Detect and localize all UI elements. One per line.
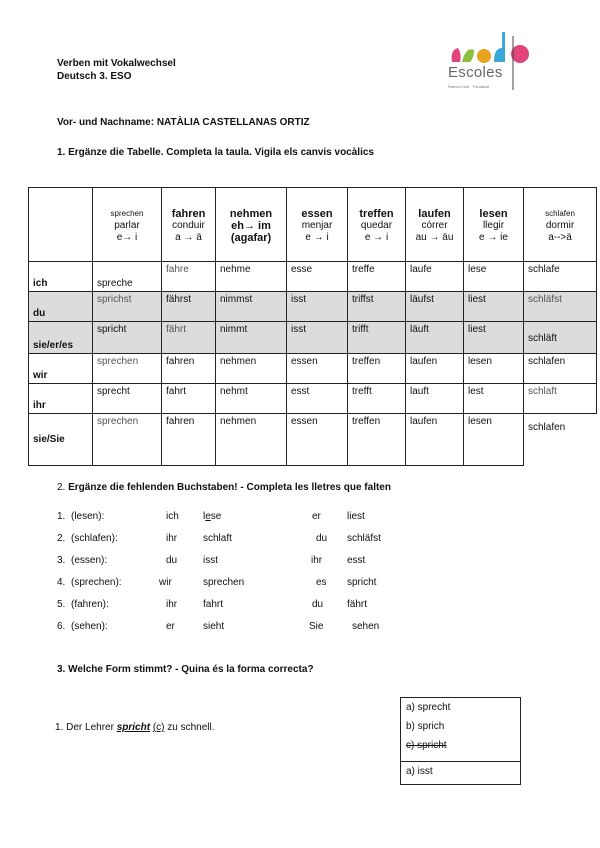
answer-filled-letter: e — [205, 511, 211, 522]
exercise-pronoun-2: er — [312, 511, 321, 522]
exercise-answer-1[interactable]: fahrt — [203, 599, 224, 610]
table-row-sie-er-es — [29, 322, 597, 354]
table-row-wir — [29, 354, 597, 384]
table-cell[interactable]: triffst — [348, 292, 406, 322]
header-change: e → i — [305, 231, 329, 243]
exercise-number: 1. — [57, 511, 66, 522]
header-translation: llegir — [482, 219, 505, 231]
table-cell[interactable]: sprichst — [93, 292, 162, 322]
header-sprechen — [93, 188, 162, 262]
table-cell[interactable]: lest — [464, 384, 524, 414]
header-change: e → ie — [479, 231, 508, 243]
table-cell[interactable]: fährst — [162, 292, 216, 322]
table-header-row — [29, 188, 597, 262]
person-label: ich — [29, 262, 93, 292]
table-cell[interactable]: schlafen — [524, 414, 597, 466]
header-fahren — [162, 188, 216, 262]
table-cell[interactable]: nehme — [216, 262, 287, 292]
header-lesen — [464, 188, 524, 262]
exercise-number: 4. — [57, 577, 66, 588]
table-cell[interactable]: fahren — [162, 414, 216, 466]
header-translation: dormir — [545, 219, 575, 231]
table-cell[interactable]: nehmen — [216, 354, 287, 384]
table-row-sie-formal — [29, 414, 597, 466]
header-empty-cell — [29, 188, 93, 262]
document-title: Verben mit Vokalwechsel — [57, 58, 176, 69]
table-cell[interactable]: nehmt — [216, 384, 287, 414]
header-change: au → äu — [415, 231, 454, 243]
table-cell[interactable]: schlaft — [524, 384, 597, 414]
section3-next-options-box — [400, 761, 521, 785]
exercise-pronoun-1: du — [166, 555, 178, 566]
answer-part: se — [210, 511, 222, 522]
table-cell[interactable]: schläfst — [524, 292, 597, 322]
exercise-answer-1[interactable]: isst — [203, 555, 218, 566]
exercise-verb: (lesen): — [71, 511, 105, 522]
exercise-pronoun-2: du — [312, 599, 324, 610]
person-label: sie/Sie — [29, 414, 93, 466]
exercise-answer-2[interactable]: esst — [347, 555, 366, 566]
table-cell[interactable]: nehmen — [216, 414, 287, 466]
exercise-pronoun-1: er — [166, 621, 175, 632]
verb-conjugation-table — [28, 187, 597, 466]
header-inf: essen — [301, 207, 333, 220]
student-name-line: Vor- und Nachname: NATÀLIA CASTELLANAS ORTIZ — [57, 117, 310, 128]
table-cell[interactable]: treffen — [348, 414, 406, 466]
header-change: a → ä — [175, 231, 202, 243]
section3-sentence-1 — [55, 722, 215, 733]
table-cell[interactable]: fahre — [162, 262, 216, 292]
table-cell[interactable]: lesen — [464, 414, 524, 466]
answer-part: l — [203, 511, 206, 522]
exercise-number: 2. — [57, 533, 66, 544]
table-cell[interactable]: nimmt — [216, 322, 287, 354]
person-label: sie/er/es — [29, 322, 93, 354]
table-row-ich — [29, 262, 597, 292]
exercise-answer-2[interactable]: spricht — [347, 577, 377, 588]
table-cell[interactable]: essen — [287, 354, 348, 384]
table-cell[interactable]: lauft — [406, 384, 464, 414]
header-inf: sprechen — [110, 208, 144, 218]
section2-number: 2. — [57, 482, 66, 493]
table-cell[interactable]: fährt — [162, 322, 216, 354]
table-cell[interactable]: lesen — [464, 354, 524, 384]
table-cell[interactable]: spreche — [93, 262, 162, 292]
table-cell[interactable]: liest — [464, 322, 524, 354]
section1-instruction: 1. Ergänze die Tabelle. Completa la taula. Vigila els canvis vocàlics — [57, 147, 374, 158]
sentence-choice-letter: (c) — [152, 722, 165, 733]
table-cell[interactable]: esst — [287, 384, 348, 414]
school-logo — [444, 28, 544, 98]
table-cell[interactable]: schlafen — [524, 354, 597, 384]
header-translation: córrer — [421, 219, 448, 231]
exercise-pronoun-2: du — [316, 533, 328, 544]
header-translation: quedar — [360, 219, 393, 231]
table-cell[interactable]: esse — [287, 262, 348, 292]
exercise-answer-1[interactable]: sprechen — [203, 577, 245, 588]
table-cell[interactable]: läufst — [406, 292, 464, 322]
logo-text: Escoles — [448, 64, 503, 81]
exercise-verb: (sehen): — [71, 621, 108, 632]
table-cell[interactable]: spricht — [93, 322, 162, 354]
exercise-answer-2[interactable]: liest — [347, 511, 365, 522]
table-cell[interactable]: schlafe — [524, 262, 597, 292]
exercise-pronoun-2: es — [316, 577, 327, 588]
table-cell[interactable]: fahrt — [162, 384, 216, 414]
exercise-pronoun-1: wir — [159, 577, 172, 588]
exercise-answer-1[interactable] — [203, 510, 221, 524]
header-change: e → i — [364, 231, 389, 243]
header-change: (agafar) — [230, 231, 272, 244]
exercise-number: 3. — [57, 555, 66, 566]
section2-instruction — [57, 482, 391, 493]
exercise-answer-2[interactable]: sehen — [352, 621, 380, 632]
person-label: du — [29, 292, 93, 322]
header-change: a-->ä — [548, 231, 572, 243]
table-cell[interactable]: sprecht — [93, 384, 162, 414]
table-row-ihr — [29, 384, 597, 414]
header-inf: treffen — [359, 207, 394, 220]
exercise-answer-1[interactable]: schlaft — [203, 533, 232, 544]
exercise-verb: (sprechen): — [71, 577, 122, 588]
table-cell[interactable]: liest — [464, 292, 524, 322]
table-cell[interactable]: treffen — [348, 354, 406, 384]
table-cell[interactable]: laufen — [406, 414, 464, 466]
option-c[interactable]: c) spricht — [406, 740, 447, 751]
header-inf: lesen — [479, 207, 508, 220]
exercise-pronoun-1: ich — [166, 511, 179, 522]
exercise-number: 6. — [57, 621, 66, 632]
table-cell[interactable]: isst — [287, 322, 348, 354]
header-translation: conduir — [172, 219, 205, 231]
sentence-answer[interactable]: spricht — [116, 722, 151, 733]
exercise-answer-1[interactable]: sieht — [203, 621, 225, 632]
header-inf: fahren — [171, 207, 206, 220]
table-cell[interactable]: nimmst — [216, 292, 287, 322]
header-translation: menjar — [301, 219, 333, 231]
section2-text: Ergänze die fehlenden Buchstaben! - Completa les lletres que falten — [68, 482, 391, 493]
person-label: wir — [29, 354, 93, 384]
table-cell[interactable]: läuft — [406, 322, 464, 354]
header-inf: schlafen — [545, 208, 575, 218]
header-change: e→ i — [116, 231, 138, 243]
person-label: ihr — [29, 384, 93, 414]
table-cell[interactable]: trifft — [348, 322, 406, 354]
exercise-pronoun-2: ihr — [311, 555, 323, 566]
exercise-answer-2[interactable]: fährt — [347, 599, 368, 610]
table-cell[interactable]: sprechen — [93, 354, 162, 384]
table-cell[interactable]: essen — [287, 414, 348, 466]
document-subtitle: Deutsch 3. ESO — [57, 71, 132, 82]
table-cell[interactable]: trefft — [348, 384, 406, 414]
exercise-verb: (schlafen): — [71, 533, 118, 544]
header-inf: laufen — [418, 207, 451, 220]
exercise-pronoun-2: Sie — [309, 621, 324, 632]
logo-small-text: Ramon Llull · Fundació — [448, 84, 490, 89]
header-schlafen — [524, 188, 597, 262]
table-cell[interactable]: lese — [464, 262, 524, 292]
option-a[interactable]: a) sprecht — [406, 702, 451, 713]
table-cell[interactable]: fahren — [162, 354, 216, 384]
table-cell[interactable]: treffe — [348, 262, 406, 292]
header-translation: parlar — [114, 219, 140, 231]
next-option-a[interactable]: a) isst — [406, 766, 433, 777]
header-laufen — [406, 188, 464, 262]
sentence-end: zu schnell. — [164, 722, 215, 733]
section3-options-box — [400, 697, 521, 762]
exercise-verb: (essen): — [71, 555, 108, 566]
section3-instruction: 3. Welche Form stimmt? - Quina és la forma correcta? — [57, 664, 314, 675]
header-translation: eh→ im — [231, 219, 271, 232]
table-row-du — [29, 292, 597, 322]
table-cell[interactable]: schläft — [524, 322, 597, 354]
option-b[interactable]: b) sprich — [406, 721, 445, 732]
header-nehmen — [216, 188, 287, 262]
table-cell[interactable]: laufen — [406, 354, 464, 384]
exercise-verb: (fahren): — [71, 599, 109, 610]
header-treffen — [348, 188, 406, 262]
table-cell[interactable]: sprechen — [93, 414, 162, 466]
exercise-pronoun-1: ihr — [166, 599, 178, 610]
exercise-pronoun-1: ihr — [166, 533, 178, 544]
table-cell[interactable]: laufe — [406, 262, 464, 292]
table-cell[interactable]: isst — [287, 292, 348, 322]
header-essen — [287, 188, 348, 262]
exercise-answer-2[interactable]: schläfst — [347, 533, 381, 544]
header-inf: nehmen — [229, 207, 273, 220]
sentence-start: 1. Der Lehrer — [55, 722, 117, 733]
exercise-number: 5. — [57, 599, 66, 610]
